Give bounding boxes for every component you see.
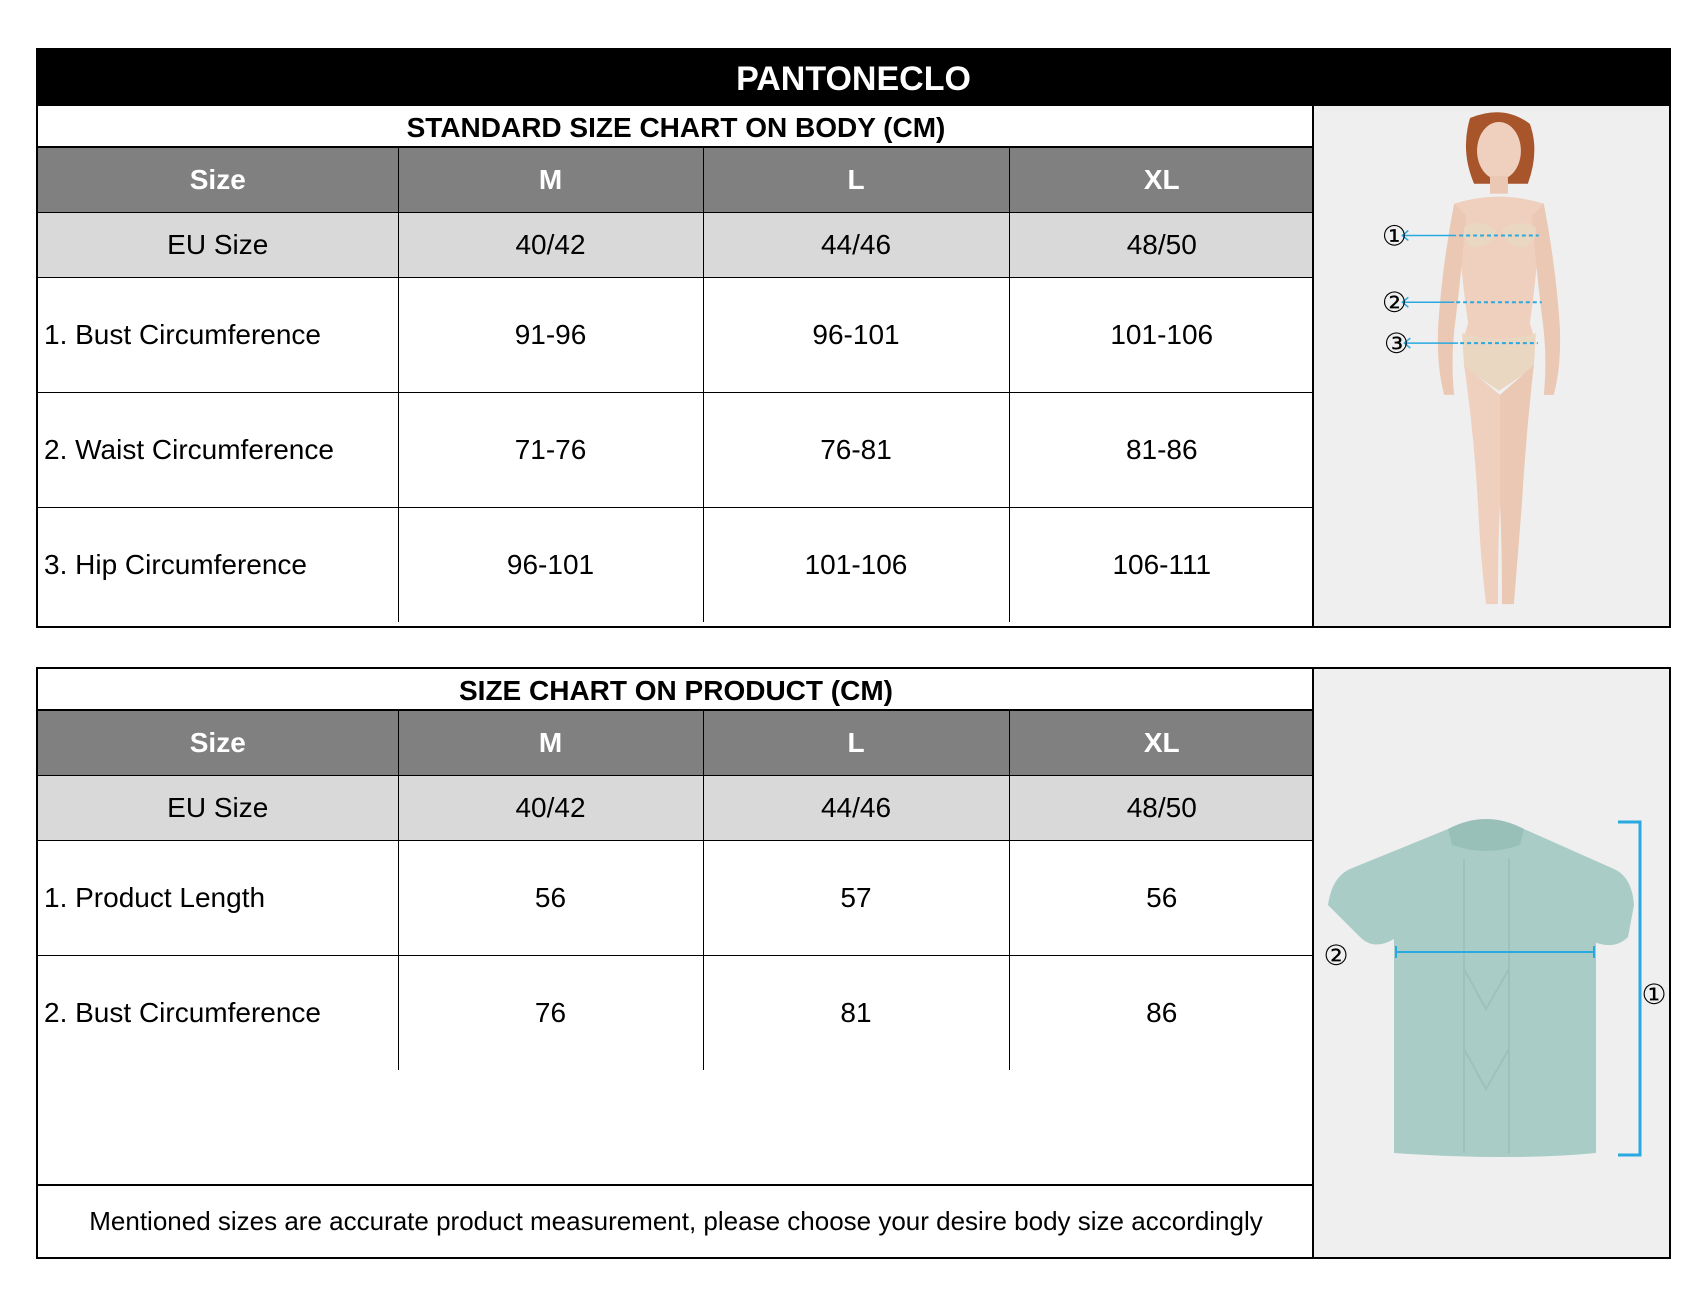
marker-1: ① xyxy=(1641,978,1667,1011)
eu-size-row xyxy=(38,213,1314,278)
table-row xyxy=(38,393,1314,508)
table-row xyxy=(38,841,1314,956)
row-label: 1. Bust Circumference xyxy=(38,278,398,393)
table-cell: 101-106 xyxy=(703,508,1009,623)
table-cell: 96-101 xyxy=(398,508,703,623)
table-cell: 57 xyxy=(703,841,1009,956)
table-cell: 101-106 xyxy=(1009,278,1314,393)
table-cell: 71-76 xyxy=(398,393,703,508)
brand-title: PANTONECLO xyxy=(38,50,1669,106)
table-row xyxy=(38,278,1314,393)
table-cell: 44/46 xyxy=(703,776,1009,841)
marker-2: ② xyxy=(1323,939,1349,972)
table-row xyxy=(38,956,1314,1071)
table-cell: 91-96 xyxy=(398,278,703,393)
empty-row xyxy=(38,1070,1314,1185)
product-chart-caption: SIZE CHART ON PRODUCT (CM) xyxy=(38,669,1314,711)
table-cell: 76-81 xyxy=(703,393,1009,508)
table-cell: 56 xyxy=(398,841,703,956)
row-label: 2. Waist Circumference xyxy=(38,393,398,508)
body-table-area xyxy=(38,106,1314,626)
header-cell: XL xyxy=(1009,711,1314,776)
table-header-row xyxy=(38,711,1314,776)
table-cell: 44/46 xyxy=(703,213,1009,278)
table-cell: 48/50 xyxy=(1009,213,1314,278)
table-cell: 81 xyxy=(703,956,1009,1071)
header-cell: L xyxy=(703,711,1009,776)
marker-2: ② xyxy=(1381,286,1407,320)
marker-3: ③ xyxy=(1383,327,1409,361)
shirt-illustration xyxy=(1314,669,1669,1257)
body-size-table xyxy=(38,148,1314,622)
product-size-chart xyxy=(36,667,1671,1259)
table-cell: 56 xyxy=(1009,841,1314,956)
body-size-chart xyxy=(36,48,1671,628)
product-shirt-image xyxy=(1312,669,1669,1257)
row-label: EU Size xyxy=(38,213,398,278)
header-cell: M xyxy=(398,148,703,213)
eu-size-row xyxy=(38,776,1314,841)
product-size-table xyxy=(38,711,1314,1070)
header-cell: XL xyxy=(1009,148,1314,213)
body-chart-caption: STANDARD SIZE CHART ON BODY (CM) xyxy=(38,106,1314,148)
body-model-image xyxy=(1312,106,1669,626)
row-label: 2. Bust Circumference xyxy=(38,956,398,1071)
table-cell: 40/42 xyxy=(398,213,703,278)
table-cell: 86 xyxy=(1009,956,1314,1071)
table-cell: 96-101 xyxy=(703,278,1009,393)
table-cell: 40/42 xyxy=(398,776,703,841)
marker-1: ① xyxy=(1381,219,1407,253)
table-cell: 48/50 xyxy=(1009,776,1314,841)
table-header-row xyxy=(38,148,1314,213)
header-cell: L xyxy=(703,148,1009,213)
row-label: 3. Hip Circumference xyxy=(38,508,398,623)
row-label: 1. Product Length xyxy=(38,841,398,956)
table-cell: 76 xyxy=(398,956,703,1071)
table-cell: 81-86 xyxy=(1009,393,1314,508)
header-cell: M xyxy=(398,711,703,776)
table-cell: 106-111 xyxy=(1009,508,1314,623)
header-cell: Size xyxy=(38,148,398,213)
table-row xyxy=(38,508,1314,623)
header-cell: Size xyxy=(38,711,398,776)
product-table-area xyxy=(38,669,1314,1257)
row-label: EU Size xyxy=(38,776,398,841)
measurement-note: Mentioned sizes are accurate product measurement, please choose your desire body size accordingly xyxy=(38,1185,1314,1256)
body-figure-illustration xyxy=(1314,106,1669,626)
